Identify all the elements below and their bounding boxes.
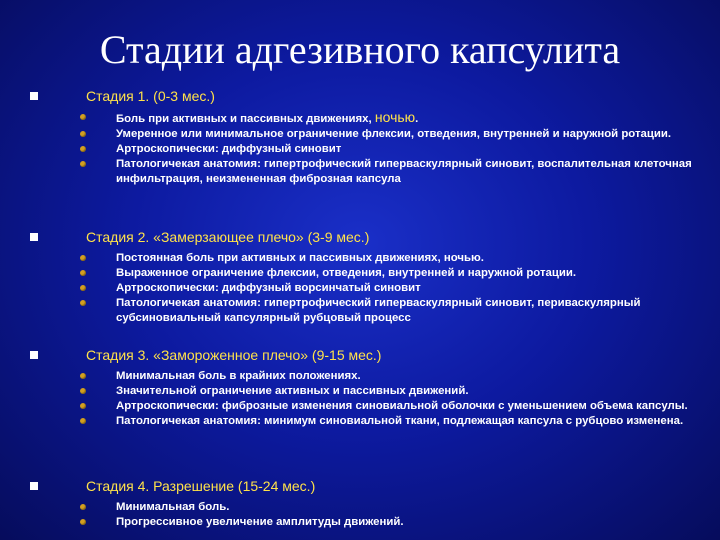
square-bullet-icon xyxy=(30,482,38,490)
round-bullet-icon xyxy=(80,373,86,379)
list-item: Постоянная боль при активных и пассивных движениях, ночью. xyxy=(0,251,720,266)
list-item: Умеренное или минимальное ограничение флексии, отведения, внутренней и наружной ротации. xyxy=(0,127,720,142)
square-bullet-icon xyxy=(30,233,38,241)
stage-2-list xyxy=(0,251,720,326)
round-bullet-icon xyxy=(80,114,86,120)
square-bullet-icon xyxy=(30,351,38,359)
list-item: Артроскопически: диффузный синовит xyxy=(0,142,720,157)
stage-3-heading: Стадия 3. «Замороженное плечо» (9-15 мес.) xyxy=(86,347,382,363)
round-bullet-icon xyxy=(80,504,86,510)
round-bullet-icon xyxy=(80,270,86,276)
round-bullet-icon xyxy=(80,300,86,306)
slide-title: Стадии адгезивного капсулита xyxy=(99,27,621,72)
stage-1-list xyxy=(0,110,720,187)
round-bullet-icon xyxy=(80,388,86,394)
list-item: Патологичекая анатомия: гипертрофический гиперваскулярный синовит, периваскулярный субсиновиальный капсулярный рубцовый процесс xyxy=(0,296,720,326)
stage-4-list xyxy=(0,500,720,530)
stage-1-heading: Стадия 1. (0-3 мес.) xyxy=(86,88,215,104)
round-bullet-icon xyxy=(80,131,86,137)
round-bullet-icon xyxy=(80,146,86,152)
round-bullet-icon xyxy=(80,403,86,409)
list-item: Патологичекая анатомия: минимум синовиальной ткани, подлежащая капсула с рубцово изменена. xyxy=(0,414,720,429)
list-item: Артроскопически: фиброзные изменения синовиальной оболочки с уменьшением объема капсулы. xyxy=(0,399,720,414)
square-bullet-icon xyxy=(30,92,38,100)
round-bullet-icon xyxy=(80,255,86,261)
list-item: Выраженное ограничение флексии, отведения, внутренней и наружной ротации. xyxy=(0,266,720,281)
stage-3-list xyxy=(0,369,720,429)
list-item: Патологичекая анатомия: гипертрофический гиперваскулярный синовит, воспалительная клеточная инфильтрация, неизмененная фиброзная капсула xyxy=(0,157,720,187)
list-item: Минимальная боль в крайних положениях. xyxy=(0,369,720,384)
round-bullet-icon xyxy=(80,418,86,424)
stage-4-heading: Стадия 4. Разрешение (15-24 мес.) xyxy=(86,478,316,494)
round-bullet-icon xyxy=(80,285,86,291)
round-bullet-icon xyxy=(80,519,86,525)
list-item: Минимальная боль. xyxy=(0,500,720,515)
round-bullet-icon xyxy=(80,161,86,167)
list-item: Боль при активных и пассивных движениях, ночью. xyxy=(0,110,720,127)
stage-2-heading: Стадия 2. «Замерзающее плечо» (3-9 мес.) xyxy=(86,229,370,245)
list-item: Значительной ограничение активных и пассивных движений. xyxy=(0,384,720,399)
list-item: Артроскопически: диффузный ворсинчатый синовит xyxy=(0,281,720,296)
emphasis-night: ночью xyxy=(374,109,416,125)
list-item: Прогрессивное увеличение амплитуды движений. xyxy=(0,515,720,530)
